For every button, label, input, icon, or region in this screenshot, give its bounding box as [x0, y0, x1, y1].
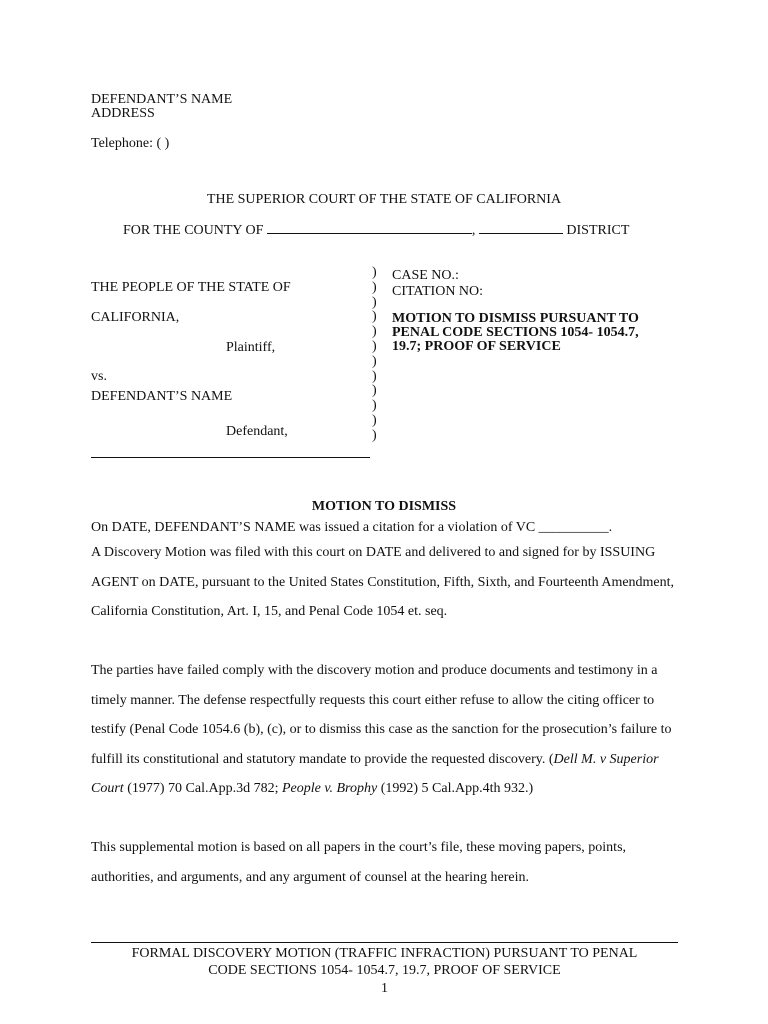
case-citation-dell: Dell M. v Superior Court [91, 751, 659, 796]
defendant-name-header: DEFENDANT’S NAME [91, 92, 233, 107]
telephone-line: Telephone: ( ) [91, 136, 170, 151]
caption-underline [91, 457, 370, 458]
paren: ) [372, 368, 377, 384]
paren: ) [372, 427, 377, 443]
paren: ) [372, 412, 377, 428]
paren: ) [372, 309, 377, 325]
paren: ) [372, 353, 377, 369]
district-blank [479, 221, 563, 234]
motion-title-line-1: MOTION TO DISMISS PURSUANT TO [392, 311, 639, 326]
county-blank [267, 221, 472, 234]
paragraph-2-text-c: (1992) 5 Cal.App.4th 932.) [377, 781, 534, 796]
paren: ) [372, 265, 377, 280]
paragraph-3: This supplemental motion is based on all papers in the court’s file, these moving papers, points, authorities, and arguments, and any argument of counsel at the hearing herein. [91, 840, 627, 885]
paragraph-2-text-a: The parties have failed comply with the discovery motion and produce documents and testimony in a timely manner. The defense respectfully requests this court either refuse to allow the citing officer to testify (Penal Code 1054.6 (b), (c), or to dismiss this case as the sanction for the prosecution’s failure to fulfill its constitutional and statutory mandate to provide the requested discovery. ( [91, 663, 672, 767]
footer-line-2: CODE SECTIONS 1054- 1054.7, 19.7, PROOF OF SERVICE [208, 963, 561, 978]
case-no-label: CASE NO.: [392, 268, 459, 283]
vs-label: vs. [91, 369, 107, 384]
paragraph-2 [91, 656, 691, 804]
page-number: 1 [381, 981, 388, 996]
people-line-2: CALIFORNIA, [91, 310, 180, 325]
county-line [123, 221, 629, 238]
citation-no-label: CITATION NO: [392, 284, 484, 299]
footer-line-1: FORMAL DISCOVERY MOTION (TRAFFIC INFRACTION) PURSUANT TO PENAL [131, 946, 638, 961]
district-label: DISTRICT [566, 223, 630, 238]
paragraph-1: A Discovery Motion was filed with this court on DATE and delivered to and signed for by ISSUING AGENT on DATE, pursuant to the United States Constitution, Fifth, Sixth, and Fourteenth Amendment, California Constitution, Art. I, 15, and Penal Code 1054 et. seq. [91, 545, 675, 619]
paren: ) [372, 338, 377, 354]
section-heading: MOTION TO DISMISS [311, 499, 457, 514]
people-line-1: THE PEOPLE OF THE STATE OF [91, 280, 291, 295]
paren: ) [372, 324, 377, 340]
case-citation-brophy: People v. Brophy [281, 781, 378, 796]
county-separator: , [471, 223, 476, 238]
court-title: THE SUPERIOR COURT OF THE STATE OF CALIFORNIA [206, 192, 562, 207]
motion-title-line-2: PENAL CODE SECTIONS 1054- 1054.7, [392, 325, 639, 340]
caption-paren-column [372, 266, 384, 444]
footer-rule [91, 942, 678, 943]
paren: ) [372, 383, 377, 399]
defendant-name-caption: DEFENDANT’S NAME [91, 389, 233, 404]
paren: ) [372, 294, 377, 310]
plaintiff-label: Plaintiff, [226, 340, 276, 355]
paragraph-1-line-1: On DATE, DEFENDANT’S NAME was issued a citation for a violation of VC __________. [91, 520, 613, 535]
county-prefix: FOR THE COUNTY OF [123, 223, 264, 238]
address-header: ADDRESS [91, 106, 155, 121]
motion-title-line-3: 19.7; PROOF OF SERVICE [392, 339, 561, 354]
paren: ) [372, 398, 377, 414]
paragraph-2-text-b: (1977) 70 Cal.App.3d 782; [123, 781, 282, 796]
defendant-label: Defendant, [226, 424, 288, 439]
paren: ) [372, 279, 377, 295]
